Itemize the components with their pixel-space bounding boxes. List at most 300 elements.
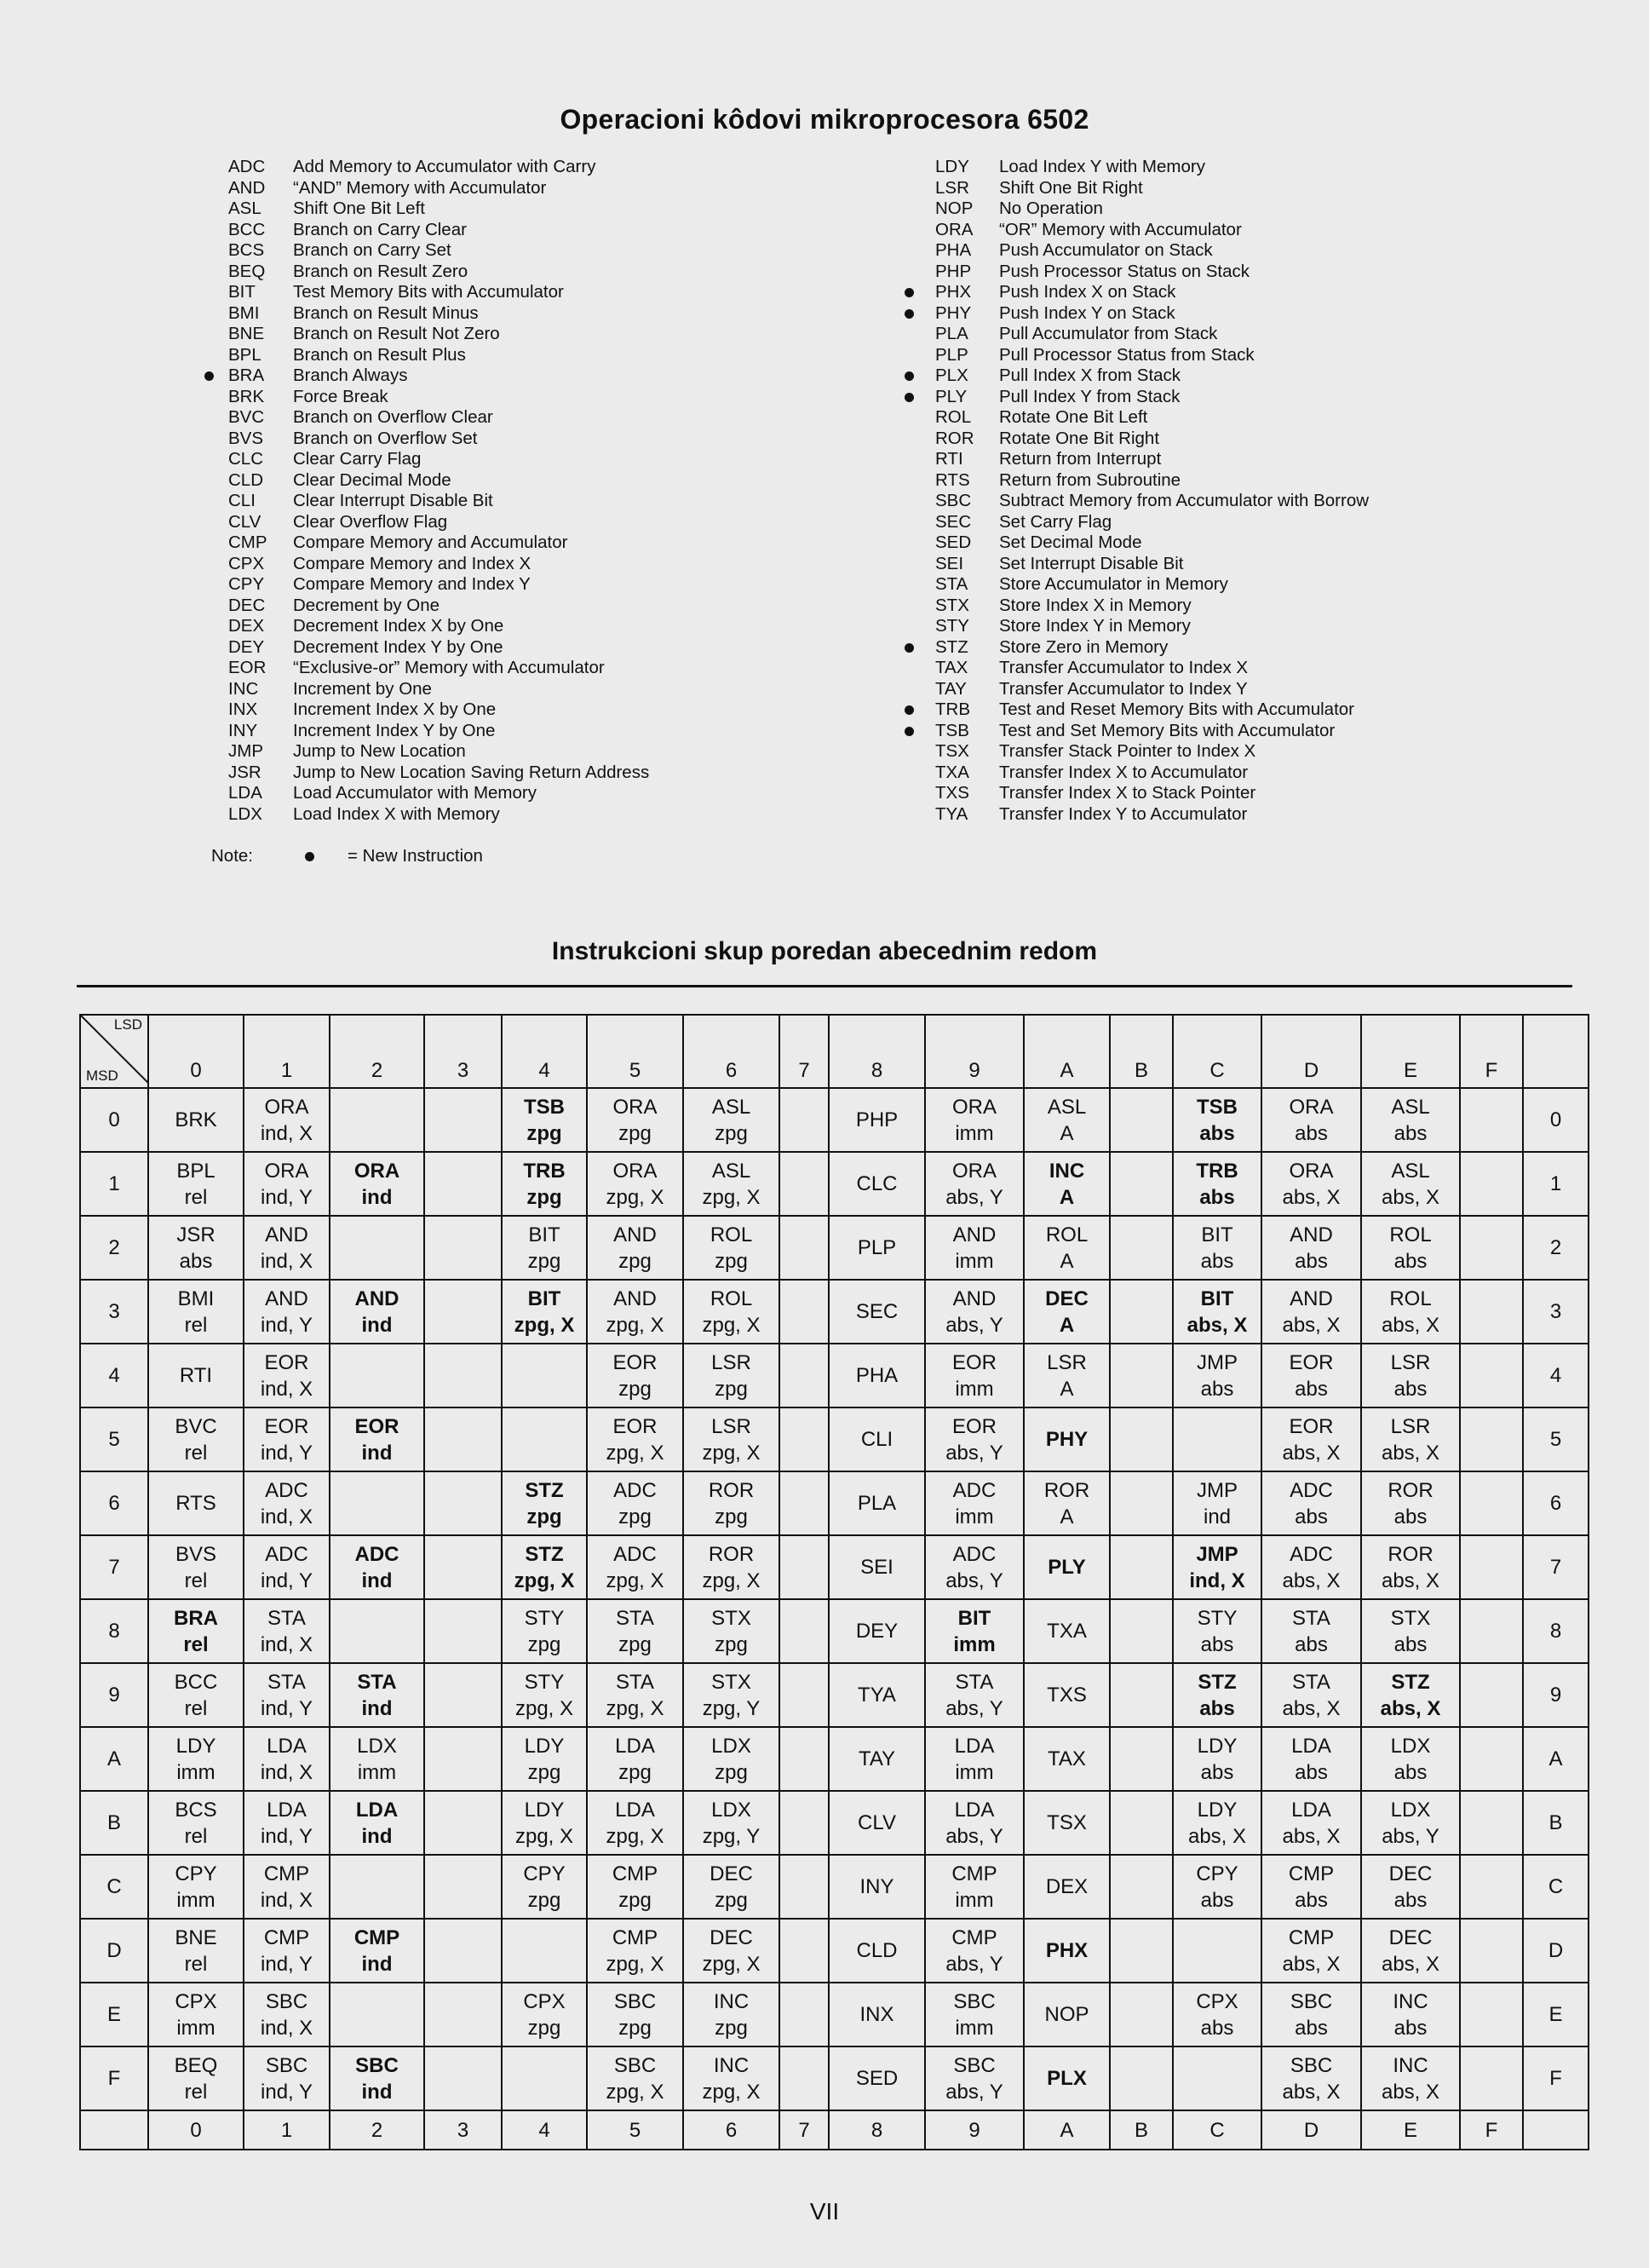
- cell-addressing-mode: ind, X: [260, 1888, 313, 1912]
- cell-mnemonic: SEI: [860, 1556, 893, 1579]
- opcode-cell: [829, 2046, 925, 2110]
- opcode-cell: [502, 1919, 587, 1983]
- opcode-mnemonic: PLY: [935, 386, 968, 406]
- legend-note: [211, 846, 483, 866]
- opcode-cell: [683, 1407, 779, 1471]
- opcode-description: Branch Always: [293, 366, 408, 385]
- opcode-cell: [829, 1727, 925, 1791]
- cell-mnemonic: ORA: [264, 1159, 309, 1183]
- cell-mnemonic: LDA: [954, 1734, 995, 1758]
- cell-addressing-mode: zpg: [527, 1888, 561, 1912]
- cell-addressing-mode: imm: [955, 1249, 994, 1273]
- opcode-cell: [330, 1983, 424, 2046]
- opcode-cell: [925, 1855, 1024, 1919]
- opcode-mnemonic: SBC: [935, 491, 972, 510]
- opcode-cell: [1261, 1599, 1361, 1663]
- row-header-right: E: [1523, 1983, 1589, 2046]
- row-header: D: [80, 1919, 148, 1983]
- table-row: [80, 1983, 1589, 2046]
- cell-mnemonic: DEX: [1045, 1875, 1089, 1898]
- cell-addressing-mode: imm: [955, 1888, 994, 1912]
- opcode-cell: [925, 1599, 1024, 1663]
- row-header: 0: [80, 1088, 148, 1152]
- cell-mnemonic: ASL: [711, 1159, 751, 1183]
- cell-addressing-mode: abs, X: [1381, 1313, 1440, 1337]
- table-row: [80, 1663, 1589, 1727]
- opcode-cell: [330, 1791, 424, 1855]
- opcode-description: Rotate One Bit Left: [999, 407, 1148, 427]
- column-footer: 5: [587, 2110, 683, 2150]
- cell-mnemonic: TAY: [858, 1747, 896, 1770]
- cell-mnemonic: DEC: [710, 1925, 753, 1949]
- row-header-right: 4: [1523, 1344, 1589, 1407]
- cell-mnemonic: TRB: [523, 1159, 566, 1183]
- opcode-cell: [330, 1855, 424, 1919]
- opcode-cell: [1173, 1471, 1261, 1535]
- cell-mnemonic: ADC: [952, 1478, 997, 1502]
- opcode-cell: [1261, 1407, 1361, 1471]
- column-header: 4: [502, 1015, 587, 1088]
- cell-mnemonic: ROL: [1389, 1223, 1432, 1246]
- opcode-cell: [148, 1855, 244, 1919]
- opcode-cell: [1460, 1535, 1523, 1599]
- cell-mnemonic: ADC: [354, 1542, 399, 1566]
- cell-mnemonic: CMP: [951, 1925, 997, 1949]
- column-header: 0: [148, 1015, 244, 1088]
- table-row: [80, 1216, 1589, 1280]
- opcode-cell: [424, 1727, 502, 1791]
- opcode-cell: [1361, 1407, 1460, 1471]
- cell-mnemonic: BPL: [176, 1159, 215, 1183]
- opcode-cell: [1361, 1216, 1460, 1280]
- cell-mnemonic: INY: [859, 1875, 894, 1898]
- cell-mnemonic: ADC: [265, 1542, 308, 1566]
- cell-addressing-mode: abs, X: [1282, 1441, 1341, 1465]
- cell-addressing-mode: abs, X: [1381, 2080, 1440, 2104]
- cell-addressing-mode: zpg, X: [606, 1185, 664, 1209]
- table-row: [80, 1791, 1589, 1855]
- opcode-cell: [502, 1983, 587, 2046]
- opcode-description: Force Break: [293, 386, 388, 406]
- opcode-mnemonic: CLI: [228, 491, 256, 510]
- opcode-cell: [502, 1216, 587, 1280]
- opcode-cell: [829, 1983, 925, 2046]
- opcode-description: “OR” Memory with Accumulator: [999, 219, 1242, 239]
- column-footer: 7: [779, 2110, 829, 2150]
- cell-addressing-mode: zpg, X: [514, 1824, 574, 1848]
- opcode-cell: [330, 1152, 424, 1216]
- row-header: A: [80, 1727, 148, 1791]
- opcode-description: Shift One Bit Right: [999, 177, 1143, 198]
- opcode-cell: [1361, 1983, 1460, 2046]
- opcode-cell: [1110, 1088, 1173, 1152]
- row-header: 2: [80, 1216, 148, 1280]
- cell-addressing-mode: zpg, X: [702, 1952, 761, 1976]
- opcode-description: Increment Index Y by One: [293, 720, 496, 740]
- opcode-mnemonic: AND: [228, 177, 266, 198]
- row-header: F: [80, 2046, 148, 2110]
- cell-mnemonic: ROL: [1389, 1287, 1432, 1310]
- opcode-mnemonic: TXA: [935, 762, 969, 782]
- cell-mnemonic: CMP: [353, 1925, 400, 1949]
- cell-mnemonic: PLA: [857, 1492, 897, 1515]
- column-header: C: [1173, 1015, 1261, 1088]
- cell-mnemonic: ROR: [708, 1542, 755, 1566]
- cell-mnemonic: DEY: [855, 1620, 899, 1643]
- cell-addressing-mode: abs, X: [1186, 1313, 1248, 1337]
- opcode-description: Pull Accumulator from Stack: [999, 324, 1218, 343]
- opcode-mnemonic: STY: [935, 616, 969, 636]
- corner-cell: [80, 1015, 148, 1088]
- opcode-cell: [244, 1727, 330, 1791]
- opcode-cell: [587, 1535, 683, 1599]
- cell-mnemonic: STA: [1292, 1670, 1330, 1694]
- opcode-description: Branch on Carry Clear: [293, 219, 467, 239]
- cell-addressing-mode: zpg, X: [514, 1569, 575, 1592]
- cell-addressing-mode: zpg, X: [606, 1441, 664, 1465]
- opcode-cell: [1024, 1855, 1110, 1919]
- opcode-mnemonic: JMP: [228, 741, 263, 761]
- opcode-cell: [1173, 2046, 1261, 2110]
- opcode-cell: [1110, 2046, 1173, 2110]
- table-row: [80, 1471, 1589, 1535]
- opcode-cell: [1173, 1663, 1261, 1727]
- cell-mnemonic: DEC: [710, 1862, 753, 1885]
- opcode-mnemonic: SEC: [935, 511, 972, 532]
- column-footer: 3: [424, 2110, 502, 2150]
- opcode-cell: [424, 1663, 502, 1727]
- opcode-description: Transfer Index Y to Accumulator: [999, 803, 1248, 824]
- opcode-cell: [1024, 1727, 1110, 1791]
- opcode-cell: [424, 1216, 502, 1280]
- cell-addressing-mode: zpg: [527, 2016, 561, 2040]
- opcode-cell: [1173, 1919, 1261, 1983]
- opcode-cell: [1110, 1663, 1173, 1727]
- opcode-description: Clear Interrupt Disable Bit: [293, 491, 493, 510]
- cell-addressing-mode: zpg: [618, 1377, 652, 1401]
- opcode-cell: [424, 1471, 502, 1535]
- table-row: [80, 1535, 1589, 1599]
- opcode-mnemonic: ROL: [935, 407, 972, 427]
- cell-mnemonic: LDA: [355, 1798, 399, 1822]
- opcode-cell: [1460, 2046, 1523, 2110]
- table-row: [80, 1855, 1589, 1919]
- opcode-cell: [587, 1791, 683, 1855]
- opcode-description: Transfer Accumulator to Index Y: [999, 678, 1248, 699]
- row-header: 8: [80, 1599, 148, 1663]
- cell-addressing-mode: ind, X: [260, 2016, 313, 2040]
- opcode-cell: [330, 2046, 424, 2110]
- cell-mnemonic: EOR: [264, 1414, 309, 1438]
- cell-mnemonic: SBC: [1290, 1989, 1333, 2013]
- row-header-right: 9: [1523, 1663, 1589, 1727]
- row-header-right: 8: [1523, 1599, 1589, 1663]
- cell-mnemonic: CPX: [1196, 1989, 1238, 2013]
- column-header: 1: [244, 1015, 330, 1088]
- opcode-description: Set Interrupt Disable Bit: [999, 553, 1184, 573]
- opcode-mnemonic: SEI: [935, 553, 964, 573]
- opcode-cell: [779, 1088, 829, 1152]
- opcode-cell: [148, 1791, 244, 1855]
- cell-addressing-mode: ind, X: [1189, 1569, 1245, 1592]
- footer-spacer: [80, 2110, 148, 2150]
- opcode-cell: [424, 1280, 502, 1344]
- opcode-description: Decrement by One: [293, 595, 440, 615]
- cell-mnemonic: ROR: [1388, 1478, 1434, 1502]
- opcode-cell: [148, 1344, 244, 1407]
- opcode-cell: [1173, 1407, 1261, 1471]
- opcode-description: Set Carry Flag: [999, 511, 1112, 532]
- cell-mnemonic: JSR: [176, 1223, 215, 1246]
- opcode-cell: [330, 1599, 424, 1663]
- opcode-mnemonic: BVS: [228, 428, 264, 448]
- opcode-cell: [683, 2046, 779, 2110]
- cell-mnemonic: STA: [955, 1670, 994, 1694]
- page-number: VII: [809, 2198, 840, 2225]
- opcode-cell: [502, 1599, 587, 1663]
- opcode-description: Jump to New Location: [293, 741, 466, 761]
- opcode-cell: [502, 1280, 587, 1344]
- opcode-cell: [424, 1983, 502, 2046]
- opcode-mnemonic: JSR: [228, 762, 261, 782]
- cell-mnemonic: TXS: [1047, 1684, 1087, 1707]
- column-header: 5: [587, 1015, 683, 1088]
- header-spacer: [1523, 1015, 1589, 1088]
- opcode-cell: [683, 1216, 779, 1280]
- opcode-cell: [683, 1663, 779, 1727]
- cell-mnemonic: DEC: [1388, 1862, 1433, 1885]
- row-header: 6: [80, 1471, 148, 1535]
- cell-addressing-mode: abs: [1393, 1888, 1428, 1912]
- cell-mnemonic: CMP: [263, 1862, 310, 1885]
- opcode-description: Push Accumulator on Stack: [999, 240, 1213, 260]
- cell-mnemonic: ROL: [710, 1223, 753, 1246]
- cell-mnemonic: CMP: [1288, 1925, 1335, 1949]
- section-title: Instrukcioni skup poredan abecednim redom: [551, 937, 1098, 965]
- opcode-cell: [330, 1216, 424, 1280]
- opcode-cell: [502, 1152, 587, 1216]
- page-title: Operacioni kôdovi mikroprocesora 6502: [560, 104, 1089, 135]
- opcode-cell: [1361, 1535, 1460, 1599]
- column-header: D: [1261, 1015, 1361, 1088]
- table-row: [80, 2046, 1589, 2110]
- cell-mnemonic: ORA: [951, 1159, 997, 1183]
- opcode-cell: [1110, 1407, 1173, 1471]
- cell-addressing-mode: zpg: [618, 1121, 652, 1145]
- divider: [77, 985, 1572, 987]
- opcode-mnemonic: PLP: [935, 344, 968, 365]
- opcode-cell: [779, 1599, 829, 1663]
- opcode-cell: [779, 1471, 829, 1535]
- opcode-description: Push Processor Status on Stack: [999, 261, 1250, 281]
- cell-addressing-mode: zpg, X: [606, 1952, 664, 1976]
- cell-addressing-mode: ind: [1203, 1505, 1232, 1528]
- cell-mnemonic: STY: [1197, 1606, 1238, 1630]
- cell-addressing-mode: ind: [361, 1313, 393, 1337]
- opcode-cell: [925, 1471, 1024, 1535]
- column-footer: B: [1110, 2110, 1173, 2150]
- new-instruction-bullet-icon: [905, 393, 914, 402]
- cell-mnemonic: BVC: [175, 1414, 217, 1438]
- cell-addressing-mode: ind, X: [260, 1121, 313, 1145]
- cell-mnemonic: ORA: [612, 1095, 658, 1119]
- cell-mnemonic: EOR: [354, 1414, 399, 1438]
- msd-label: MSD: [86, 1068, 118, 1084]
- opcode-cell: [1361, 1344, 1460, 1407]
- opcode-description: Push Index Y on Stack: [999, 302, 1175, 323]
- cell-mnemonic: AND: [952, 1223, 997, 1246]
- cell-addressing-mode: imm: [357, 1760, 397, 1784]
- opcode-mnemonic: TSX: [935, 741, 969, 761]
- opcode-mnemonic: STA: [935, 574, 968, 594]
- opcode-mnemonic: STZ: [935, 636, 968, 657]
- opcode-cell: [502, 1855, 587, 1919]
- opcode-cell: [148, 1599, 244, 1663]
- cell-addressing-mode: A: [1060, 1121, 1074, 1145]
- cell-addressing-mode: zpg: [527, 1249, 561, 1273]
- opcode-cell: [925, 1407, 1024, 1471]
- column-header: 7: [779, 1015, 829, 1088]
- opcode-cell: [1110, 1791, 1173, 1855]
- opcode-mnemonic: EOR: [228, 658, 267, 677]
- opcode-cell: [1110, 1535, 1173, 1599]
- opcode-cell: [1110, 1727, 1173, 1791]
- opcode-cell: [683, 1471, 779, 1535]
- cell-addressing-mode: abs: [1295, 1505, 1328, 1528]
- cell-mnemonic: INC: [1049, 1159, 1085, 1183]
- opcode-cell: [779, 2046, 829, 2110]
- cell-addressing-mode: abs: [1200, 2016, 1234, 2040]
- cell-addressing-mode: zpg: [715, 1121, 748, 1145]
- cell-addressing-mode: abs, Y: [945, 2080, 1003, 2104]
- cell-mnemonic: NOP: [1044, 2003, 1089, 2026]
- opcode-description: Pull Index Y from Stack: [999, 386, 1181, 406]
- cell-addressing-mode: rel: [184, 1569, 208, 1592]
- column-header: 6: [683, 1015, 779, 1088]
- column-footer: 2: [330, 2110, 424, 2150]
- opcode-cell: [148, 1919, 244, 1983]
- opcode-mnemonic: PHY: [935, 302, 972, 323]
- cell-mnemonic: CLV: [858, 1811, 896, 1834]
- opcode-mnemonic: CLD: [228, 469, 264, 490]
- cell-mnemonic: BMI: [177, 1287, 215, 1310]
- cell-addressing-mode: zpg: [715, 1760, 748, 1784]
- opcode-cell: [424, 1599, 502, 1663]
- cell-addressing-mode: abs: [1199, 1185, 1235, 1209]
- opcode-cell: [1261, 1727, 1361, 1791]
- cell-addressing-mode: zpg, X: [606, 1569, 664, 1592]
- opcode-description: Test Memory Bits with Accumulator: [293, 282, 564, 302]
- opcode-cell: [587, 1216, 683, 1280]
- row-header-right: C: [1523, 1855, 1589, 1919]
- opcode-mnemonic: BRA: [228, 366, 265, 385]
- cell-addressing-mode: zpg, X: [702, 1185, 761, 1209]
- cell-addressing-mode: zpg, X: [702, 1441, 761, 1465]
- opcode-cell: [244, 1280, 330, 1344]
- opcode-cell: [148, 1152, 244, 1216]
- opcode-cell: [1460, 1280, 1523, 1344]
- cell-mnemonic: ROL: [710, 1287, 753, 1310]
- opcode-cell: [1460, 1855, 1523, 1919]
- column-header-row: [80, 1015, 1589, 1088]
- opcode-description: Clear Decimal Mode: [293, 469, 451, 490]
- opcode-cell: [1024, 1344, 1110, 1407]
- row-header: 7: [80, 1535, 148, 1599]
- row-header-right: 3: [1523, 1280, 1589, 1344]
- opcode-cell: [1110, 1599, 1173, 1663]
- opcode-description: Transfer Accumulator to Index X: [999, 658, 1249, 677]
- opcode-cell: [587, 1727, 683, 1791]
- cell-mnemonic: ADC: [613, 1542, 657, 1566]
- opcode-mnemonic: DEY: [228, 636, 265, 657]
- cell-mnemonic: SBC: [355, 2053, 399, 2077]
- opcode-cell: [1173, 1983, 1261, 2046]
- cell-addressing-mode: zpg: [526, 1121, 562, 1145]
- opcode-cell: [1361, 1727, 1460, 1791]
- opcode-cell: [1460, 1088, 1523, 1152]
- cell-addressing-mode: abs: [1393, 1760, 1428, 1784]
- opcode-cell: [925, 1535, 1024, 1599]
- cell-addressing-mode: ind, Y: [261, 1696, 313, 1720]
- row-header: 4: [80, 1344, 148, 1407]
- cell-mnemonic: SEC: [855, 1300, 899, 1323]
- cell-mnemonic: BCS: [175, 1798, 217, 1822]
- table-row: [80, 1152, 1589, 1216]
- opcode-description: Transfer Index X to Accumulator: [999, 762, 1249, 782]
- opcode-description: Test and Reset Memory Bits with Accumulator: [999, 699, 1354, 719]
- cell-addressing-mode: zpg: [618, 1888, 652, 1912]
- opcode-cell: [330, 1663, 424, 1727]
- opcode-mnemonic: CLC: [228, 449, 264, 469]
- cell-mnemonic: ASL: [1047, 1095, 1087, 1119]
- cell-addressing-mode: zpg, Y: [702, 1824, 761, 1848]
- column-footer-row: [80, 2110, 1589, 2150]
- opcode-mnemonic: PHX: [935, 282, 972, 302]
- new-instruction-bullet-icon: [305, 852, 314, 861]
- cell-mnemonic: BEQ: [174, 2053, 218, 2077]
- cell-mnemonic: LDX: [1390, 1734, 1431, 1758]
- opcode-cell: [148, 1088, 244, 1152]
- cell-mnemonic: CMP: [1288, 1862, 1335, 1885]
- opcode-cell: [424, 1919, 502, 1983]
- opcode-description: Store Zero in Memory: [999, 636, 1169, 657]
- cell-addressing-mode: abs: [1200, 1760, 1234, 1784]
- cell-addressing-mode: zpg, Y: [702, 1696, 761, 1720]
- column-header: 3: [424, 1015, 502, 1088]
- cell-mnemonic: AND: [265, 1287, 308, 1310]
- cell-addressing-mode: ind: [361, 1952, 393, 1976]
- opcode-cell: [424, 1407, 502, 1471]
- opcode-cell: [244, 1152, 330, 1216]
- cell-addressing-mode: zpg, X: [702, 2080, 761, 2104]
- opcode-cell: [1024, 1216, 1110, 1280]
- opcode-cell: [829, 1216, 925, 1280]
- opcode-description: Shift One Bit Left: [293, 199, 425, 218]
- opcode-cell: [1173, 1216, 1261, 1280]
- cell-mnemonic: CMP: [612, 1925, 658, 1949]
- cell-addressing-mode: zpg, X: [606, 2080, 664, 2104]
- cell-mnemonic: ADC: [265, 1478, 308, 1502]
- cell-addressing-mode: abs, X: [1282, 1185, 1341, 1209]
- opcode-description: Return from Subroutine: [999, 469, 1181, 490]
- cell-mnemonic: SBC: [1290, 2053, 1333, 2077]
- opcode-description: Rotate One Bit Right: [999, 428, 1160, 448]
- opcode-cell: [829, 1344, 925, 1407]
- cell-addressing-mode: zpg: [618, 1505, 652, 1528]
- cell-mnemonic: AND: [613, 1223, 657, 1246]
- opcode-cell: [1024, 1663, 1110, 1727]
- cell-addressing-mode: A: [1060, 1249, 1074, 1273]
